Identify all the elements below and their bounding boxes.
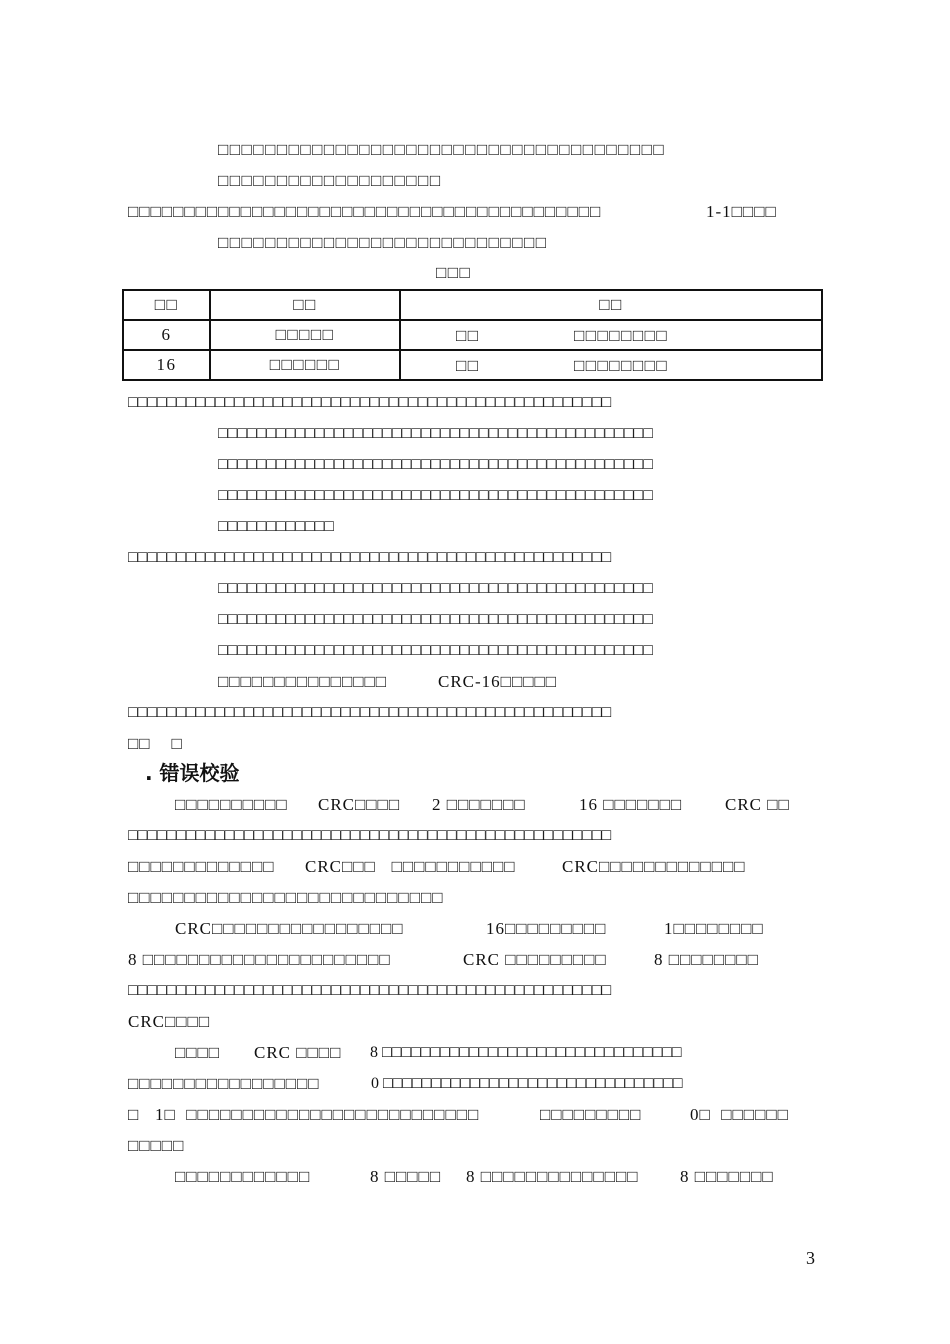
header-cell-code: □□ <box>123 290 210 320</box>
text-line: CRC□□□ □□□□□□□□□□□ <box>305 857 516 876</box>
text-line: CRC □□ <box>725 795 790 814</box>
text-line: 8 □□□□□ <box>370 1167 442 1186</box>
header-cell-name: □□ <box>210 290 400 320</box>
text-line: □□□□□□□□□□□□□□□□□□□□□□□□□□□□□□□□□□□□□□□□□□□□□ <box>218 487 653 504</box>
text-line: 1□□□□□□□□ <box>664 919 764 938</box>
cell-description-part: □□ <box>456 356 480 375</box>
text-line: □□□□ <box>175 1043 221 1062</box>
text-line: 8 □□□□□□□ <box>680 1167 774 1186</box>
text-line: □□□□□□□□□□□□□□□□□□□□□□□□□□□□□□□□□□□□□□□□□□□□□ <box>218 611 653 628</box>
text-line: □□□□□□□□□□□□□□□□□□□□□□□□□□□□□□□□□□□□□□□□□□ <box>128 202 602 221</box>
cell-description-part: □□□□□□□□ <box>574 356 669 375</box>
text-line: □□□□□□□□□□□□ <box>218 518 334 535</box>
text-line: □□□□□□□□□□□□□□□ <box>218 672 388 691</box>
text-line: 0 □□□□□□□□□□□□□□□□□□□□□□□□□□□□□□□ <box>371 1075 683 1092</box>
text-line: □□□□□□□□□□□□□□□□□□□□□□□□□□□□□□□□□□□□□□□□□□□□□□□□□□ <box>128 394 612 411</box>
text-line: □ 1□ □□□□□□□□□□□□□□□□□□□□□□□□□□ <box>128 1105 480 1124</box>
page-number: 3 <box>806 1248 815 1268</box>
cell-code: 16 <box>123 350 210 380</box>
text-line: □□□□□□□□□□□□□□□□□□□ <box>218 171 442 190</box>
text-line: □□□□□□□□□□□□□□□□□□□□□□□□□□□□□□□□□□□□□□□□□□□□□ <box>218 642 653 659</box>
function-code-table <box>122 289 823 381</box>
text-line: □□□□□□□□□□□□□□□□□□□□□□□□□□□□□□□□□□□□□□ <box>218 140 666 159</box>
text-line: 0□ □□□□□□ <box>690 1105 789 1124</box>
text-line: □□□□□□□□□□ <box>175 795 288 814</box>
text-line: 8 □□□□□□□□□□□□□□□□□□□□□□□□□□□□□□□ <box>370 1044 682 1061</box>
text-line: □□□□□□□□□□□□□□□□□□□□□□□□□□□□□□□□□□□□□□□□□□□□□ <box>218 425 653 442</box>
text-line: □□□□□□□□□□□□□□□□□□□□□□□□□□□□□□□□□□□□□□□□□□□□□□□□□□ <box>128 982 612 999</box>
text-line: 8 □□□□□□□□□□□□□□□□□□□□□□ <box>128 950 391 969</box>
text-line: □□□□□□□□□□□□□□□□□□□□□□□□□□□□□□□□□□□□□□□□□□□□□□□□□□ <box>128 549 612 566</box>
section-heading: . 错误校验 <box>145 761 240 785</box>
text-line: CRC□□□□ <box>318 795 401 814</box>
cell-description-part: □□□□□□□□ <box>574 326 669 345</box>
header-cell-description: □□ <box>400 290 822 320</box>
table-reference: 1-1□□□□ <box>706 202 777 221</box>
text-line: □□□□□ <box>128 1136 185 1155</box>
text-line: 16 □□□□□□□ <box>579 795 683 814</box>
text-line: □□□□□□□□□□□□□□□□□□□□□□□□□□□□ <box>218 233 548 252</box>
cell-description <box>400 350 822 380</box>
cell-description <box>400 320 822 350</box>
text-line: □□ □ <box>128 734 183 753</box>
text-line: □□□□□□□□□□□□□□□□□□□□□□□□□□□□□□□□□□□□□□□□□□□□□ <box>218 456 653 473</box>
cell-name: □□□□□□ <box>210 350 400 380</box>
text-line: CRC □□□□ <box>254 1043 342 1062</box>
cell-description-part: □□ <box>456 326 480 345</box>
table-caption: □□□ <box>436 263 472 282</box>
text-line: CRC □□□□□□□□□ <box>463 950 607 969</box>
text-line: 2 □□□□□□□ <box>432 795 526 814</box>
cell-name: □□□□□ <box>210 320 400 350</box>
table-row <box>123 350 822 380</box>
table-header-row <box>123 290 822 320</box>
text-line: CRC-16□□□□□ <box>438 672 558 691</box>
text-line: 8 □□□□□□□□ <box>654 950 759 969</box>
text-line: CRC□□□□□□□□□□□□□ <box>562 857 746 876</box>
text-line: □□□□□□□□□□□□ <box>175 1167 311 1186</box>
text-line: □□□□□□□□□□□□□□□□□□□□□□□□□□□□□□□□□□□□□□□□□□□□□□□□□□ <box>128 704 612 721</box>
text-line: □□□□□□□□□□□□□ <box>128 857 275 876</box>
text-line: □□□□□□□□□□□□□□□□□□□□□□□□□□□□□□□□□□□□□□□□□□□□□ <box>218 580 653 597</box>
text-line: CRC□□□□□□□□□□□□□□□□□ <box>175 919 404 938</box>
text-line: □□□□□□□□□□□□□□□□□□□□□□□□□□□□□□□□□□□□□□□□□□□□□□□□□□ <box>128 827 612 844</box>
text-line: CRC□□□□ <box>128 1012 211 1031</box>
text-line: □□□□□□□□□□□□□□□□□□□□□□□□□□□□ <box>128 888 444 907</box>
text-line: □□□□□□□□□ <box>540 1105 642 1124</box>
text-line: □□□□□□□□□□□□□□□□□ <box>128 1074 320 1093</box>
cell-code: 6 <box>123 320 210 350</box>
table-row <box>123 320 822 350</box>
text-line: 16□□□□□□□□□ <box>486 919 607 938</box>
text-line: 8 □□□□□□□□□□□□□□ <box>466 1167 639 1186</box>
